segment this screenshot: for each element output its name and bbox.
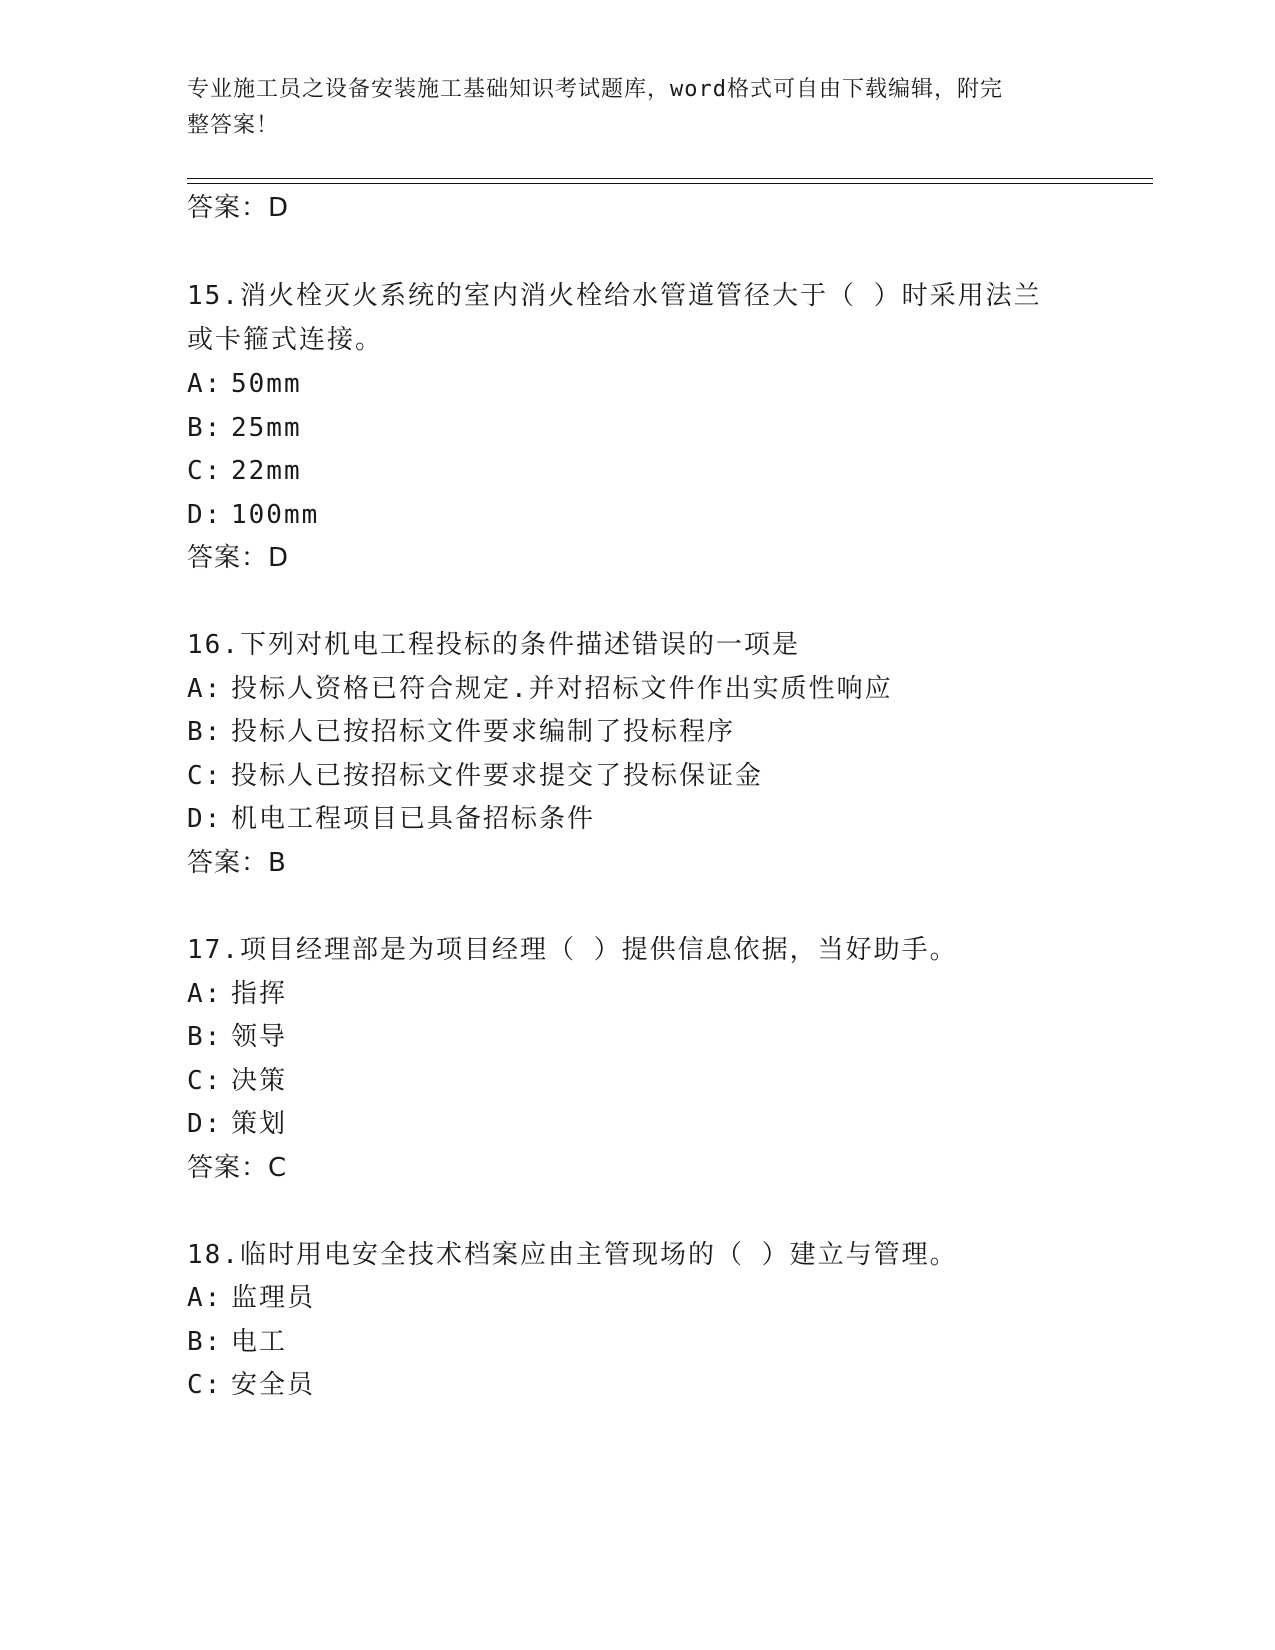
question-18-option-b <box>187 1325 287 1359</box>
question-16-option-b <box>187 715 735 749</box>
question-17-stem: 17.项目经理部是为项目经理（ ）提供信息依据，当好助手。 <box>187 935 958 965</box>
option-key: D: <box>187 500 223 530</box>
question-16-stem: 16.下列对机电工程投标的条件描述错误的一项是 <box>187 630 800 660</box>
option-text: 安全员 <box>231 1370 316 1400</box>
question-18-option-c <box>187 1368 315 1402</box>
question-17-option-c <box>187 1064 287 1098</box>
question-17-option-b <box>187 1020 287 1054</box>
question-15-stem-line-2: 或卡箍式连接。 <box>187 325 384 355</box>
question-15-option-b <box>187 411 302 445</box>
question-18-option-a <box>187 1281 315 1315</box>
option-text: 投标人已按招标文件要求提交了投标保证金 <box>231 761 764 791</box>
option-text: 决策 <box>231 1066 288 1096</box>
option-text: 100mm <box>231 500 320 530</box>
question-15-option-c <box>187 454 302 488</box>
option-key: A: <box>187 674 223 704</box>
document-header <box>187 72 1067 144</box>
question-15-answer: 答案：D <box>187 543 290 573</box>
option-key: A: <box>187 979 223 1009</box>
option-text: 50mm <box>231 369 302 399</box>
header-divider-top <box>187 178 1153 179</box>
option-key: C: <box>187 1370 223 1400</box>
question-18-stem: 18.临时用电安全技术档案应由主管现场的（ ）建立与管理。 <box>187 1240 958 1270</box>
question-17-option-a <box>187 977 287 1011</box>
option-text: 指挥 <box>231 979 288 1009</box>
option-key: A: <box>187 1283 223 1313</box>
question-16-option-a <box>187 672 893 706</box>
option-text: 25mm <box>231 413 302 443</box>
option-text: 22mm <box>231 456 302 486</box>
question-15-option-d <box>187 498 319 532</box>
option-key: B: <box>187 1022 223 1052</box>
question-15-stem-line-1: 15.消火栓灭火系统的室内消火栓给水管道管径大于（ ）时采用法兰 <box>187 281 1042 311</box>
option-key: D: <box>187 1109 223 1139</box>
option-key: C: <box>187 761 223 791</box>
header-divider-bottom <box>187 183 1153 184</box>
header-line-1: 专业施工员之设备安装施工基础知识考试题库，word格式可自由下载编辑，附完 <box>187 77 1003 102</box>
previous-answer: 答案：D <box>187 193 290 223</box>
question-17-option-d <box>187 1107 287 1141</box>
option-text: 机电工程项目已具备招标条件 <box>231 804 596 834</box>
option-text: 电工 <box>231 1327 288 1357</box>
option-key: C: <box>187 1066 223 1096</box>
option-text: 投标人资格已符合规定.并对招标文件作出实质性响应 <box>231 674 893 704</box>
question-17-answer: 答案：C <box>187 1153 288 1183</box>
option-key: D: <box>187 804 223 834</box>
option-key: C: <box>187 456 223 486</box>
header-line-2: 整答案！ <box>187 113 280 138</box>
question-16-option-c <box>187 759 763 793</box>
option-key: B: <box>187 413 223 443</box>
option-key: B: <box>187 1327 223 1357</box>
question-16-option-d <box>187 802 595 836</box>
question-15-option-a <box>187 367 302 401</box>
option-text: 投标人已按招标文件要求编制了投标程序 <box>231 717 736 747</box>
option-text: 策划 <box>231 1109 288 1139</box>
question-16-answer: 答案：B <box>187 848 287 878</box>
option-text: 监理员 <box>231 1283 316 1313</box>
option-key: B: <box>187 717 223 747</box>
option-key: A: <box>187 369 223 399</box>
option-text: 领导 <box>231 1022 288 1052</box>
